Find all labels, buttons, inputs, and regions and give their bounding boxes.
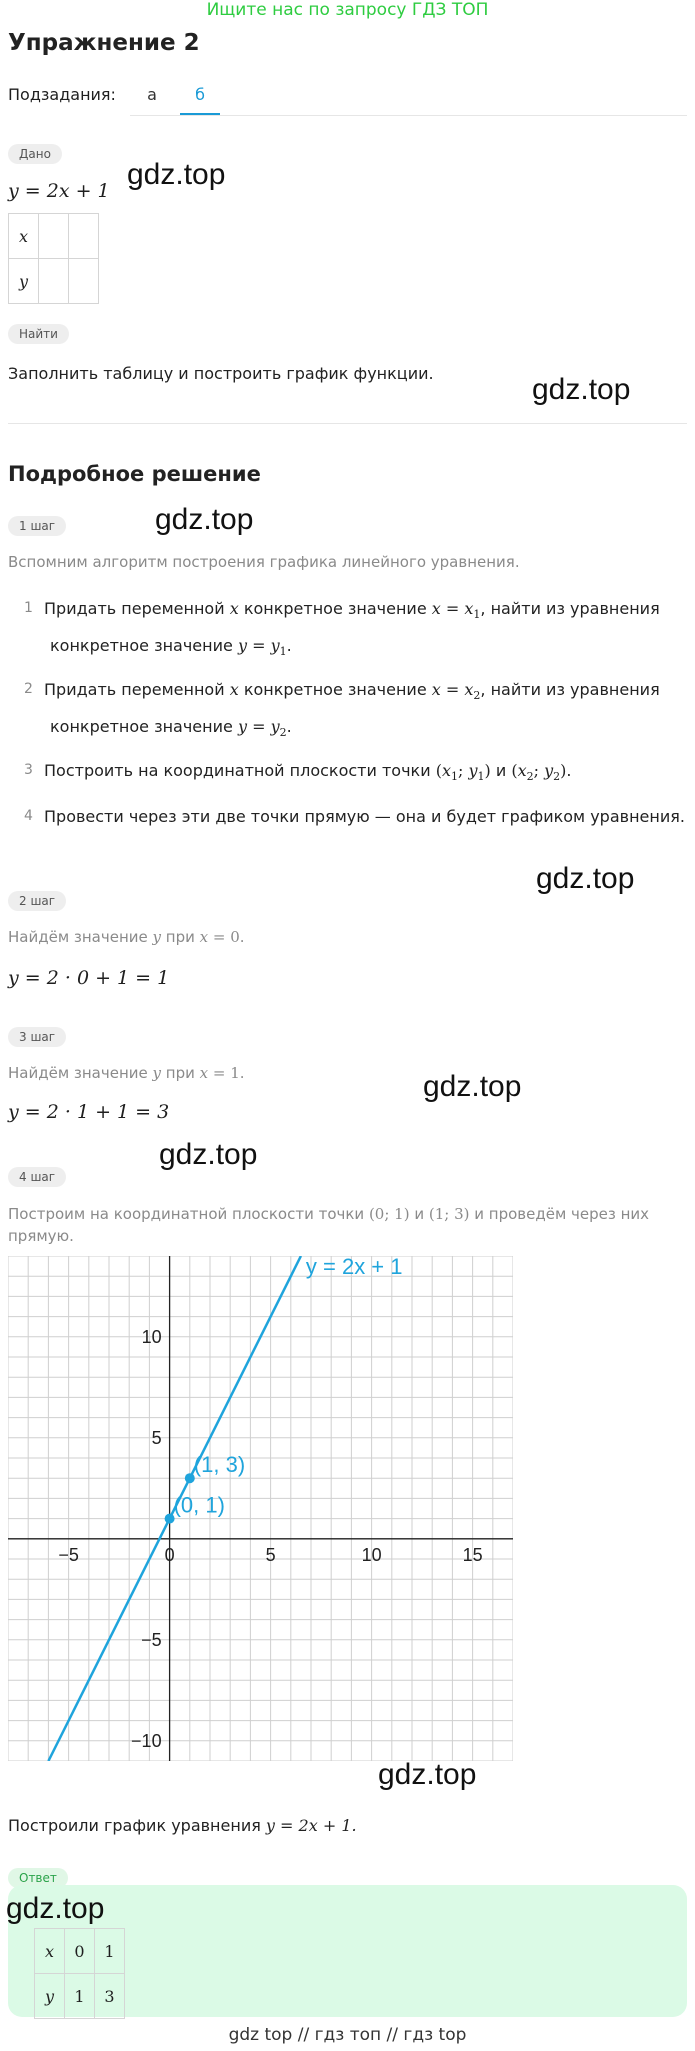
solution-title: Подробное решение	[8, 462, 261, 486]
step3-intro: Найдём значение y при x = 1.	[8, 1064, 245, 1082]
active-tab-underline	[180, 113, 220, 115]
step4-pill: 4 шаг	[8, 1167, 66, 1187]
conclusion: Построили график уравнения y = 2x + 1.	[8, 1816, 357, 1835]
given-formula: y = 2x + 1	[8, 180, 110, 202]
step2-pill: 2 шаг	[8, 891, 66, 911]
given-table-label-x: x	[9, 214, 39, 259]
answer-cell: 1	[95, 1929, 125, 1974]
given-table-label-y: y	[9, 259, 39, 304]
function-graph	[8, 1256, 513, 1761]
x-tick-label: 15	[462, 1544, 483, 1565]
page-title: Упражнение 2	[8, 30, 200, 56]
given-table-cell	[69, 259, 99, 304]
y-tick-label: 10	[141, 1326, 162, 1347]
given-pill: Дано	[8, 144, 62, 164]
given-table	[8, 213, 99, 304]
subtasks-label: Подзадания:	[8, 85, 116, 104]
answer-cell: 0	[65, 1929, 95, 1974]
point-label: (0, 1)	[173, 1492, 225, 1518]
list-number: 3	[24, 762, 33, 778]
x-tick-label: 0	[164, 1544, 175, 1565]
list-number: 4	[24, 808, 33, 824]
x-tick-label: 10	[361, 1544, 382, 1565]
step1-intro: Вспомним алгоритм построения графика линейного уравнения.	[8, 553, 520, 571]
list-number: 1	[24, 600, 33, 616]
y-tick-label: 5	[151, 1427, 162, 1448]
tab-b[interactable]: б	[195, 85, 205, 104]
given-table-cell	[39, 259, 69, 304]
watermark: gdz.top	[155, 503, 254, 536]
footer-links[interactable]: gdz top // гдз топ // гдз top	[228, 2025, 467, 2045]
y-tick-label: −10	[131, 1730, 162, 1751]
watermark: gdz.top	[536, 862, 635, 895]
watermark: gdz.top	[127, 158, 226, 191]
step2-formula: y = 2 · 0 + 1 = 1	[8, 967, 170, 989]
list-number: 2	[24, 681, 33, 697]
point-label: (1, 3)	[193, 1452, 246, 1478]
watermark: gdz.top	[6, 1892, 105, 1925]
watermark: gdz.top	[423, 1070, 522, 1103]
step3-formula: y = 2 · 1 + 1 = 3	[8, 1101, 170, 1123]
watermark: gdz.top	[378, 1758, 477, 1791]
list-item: Придать переменной x конкретное значение $x = x_1$, найти из уравнения	[44, 599, 660, 622]
answer-pill: Ответ	[8, 1868, 68, 1888]
step3-pill: 3 шаг	[8, 1027, 66, 1047]
series-label: y = 2x + 1	[305, 1256, 403, 1279]
list-item-continuation: конкретное значение $y = y_1$.	[50, 636, 292, 659]
step4-intro: Построим на координатной плоскости точки (0; 1) и (1; 3) и проведём через них прямую.	[8, 1205, 650, 1245]
step1-pill: 1 шаг	[8, 516, 66, 536]
tab-a[interactable]: а	[147, 85, 157, 104]
answer-table	[34, 1928, 125, 2019]
x-tick-label: 5	[265, 1544, 276, 1565]
step2-intro: Найдём значение y при x = 0.	[8, 928, 245, 946]
section-divider	[8, 423, 687, 424]
list-item: Построить на координатной плоскости точки ($x_1$; $y_1$) и ($x_2$; $y_2$).	[44, 761, 572, 784]
tabs-divider	[130, 115, 687, 116]
find-pill: Найти	[8, 324, 69, 344]
watermark: gdz.top	[159, 1138, 258, 1171]
top-banner: Ищите нас по запросу ГДЗ ТОП	[206, 0, 489, 20]
answer-cell: 3	[95, 1974, 125, 2019]
x-tick-label: −5	[58, 1544, 79, 1565]
answer-cell: 1	[65, 1974, 95, 2019]
list-item: Придать переменной x конкретное значение $x = x_2$, найти из уравнения	[44, 680, 660, 703]
list-item: Провести через эти две точки прямую — она и будет графиком уравнения.	[44, 807, 685, 826]
answer-cell: x	[35, 1929, 65, 1974]
y-tick-label: −5	[141, 1629, 162, 1650]
find-text: Заполнить таблицу и построить график функции.	[8, 364, 434, 383]
answer-cell: y	[35, 1974, 65, 2019]
given-table-cell	[69, 214, 99, 259]
given-table-cell	[39, 214, 69, 259]
list-item-continuation: конкретное значение $y = y_2$.	[50, 717, 292, 740]
watermark: gdz.top	[532, 373, 631, 406]
